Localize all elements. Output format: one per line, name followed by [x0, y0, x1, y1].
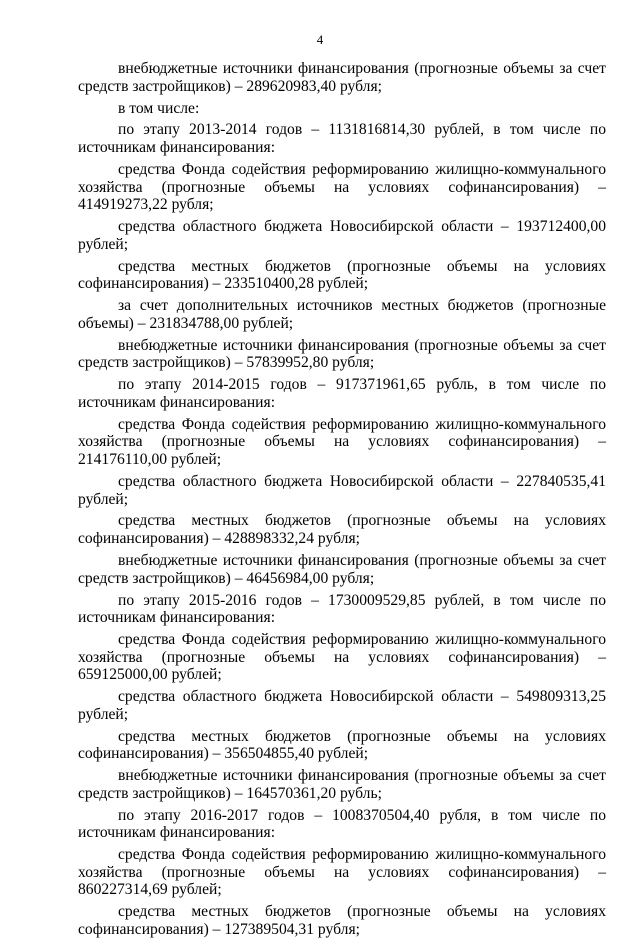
paragraph: средства областного бюджета Новосибирской области – 227840535,41 рублей;: [78, 472, 606, 508]
page-number: 4: [316, 32, 324, 47]
paragraph: за счет дополнительных источников местных бюджетов (прогнозные объемы) – 231834788,00 рублей;: [78, 297, 606, 332]
paragraph: внебюджетные источники финансирования (прогнозные объемы за счет средств застройщиков) – 289620983,40 рубля;: [78, 60, 606, 95]
paragraph: по этапу 2016-2017 годов – 1008370504,40 рубля, в том числе по источникам финансирования:: [78, 806, 606, 842]
paragraph: средства Фонда содействия реформированию жилищно-коммунального хозяйства (прогнозные объемы на условиях софинансирования) – 860227314,69 рублей;: [78, 846, 606, 899]
paragraph: средства местных бюджетов (прогнозные объемы на условиях софинансирования) – 127389504,31 рубля;: [78, 903, 606, 938]
paragraph: средства областного бюджета Новосибирской области – 193712400,00 рублей;: [78, 218, 606, 253]
paragraph: по этапу 2014-2015 годов – 917371961,65 рубль, в том числе по источникам финансирования:: [78, 376, 606, 411]
paragraph: средства Фонда содействия реформированию жилищно-коммунального хозяйства (прогнозные объемы на условиях софинансирования) – 214176110,00 рублей;: [78, 415, 606, 468]
paragraph: внебюджетные источники финансирования (прогнозные объемы за счет средств застройщиков) – 164570361,20 рубль;: [78, 767, 606, 802]
paragraph: внебюджетные источники финансирования (прогнозные объемы за счет средств застройщиков) – 46456984,00 рубля;: [78, 551, 606, 587]
paragraph: средства областного бюджета Новосибирской области – 549809313,25 рублей;: [78, 688, 606, 723]
paragraph: по этапу 2015-2016 годов – 1730009529,85 рублей, в том числе по источникам финансирования:: [78, 591, 606, 627]
paragraph: средства местных бюджетов (прогнозные объемы на условиях софинансирования) – 233510400,28 рублей;: [78, 257, 606, 293]
paragraph: по этапу 2013-2014 годов – 1131816814,30 рублей, в том числе по источникам финансирования:: [78, 121, 606, 157]
document-body: [78, 60, 606, 943]
paragraph: внебюджетные источники финансирования (прогнозные объемы за счет средств застройщиков) – 57839952,80 рубля;: [78, 336, 606, 372]
paragraph: средства Фонда содействия реформированию жилищно-коммунального хозяйства (прогнозные объемы на условиях софинансирования) – 414919273,22 рубля;: [78, 161, 606, 214]
paragraph: средства местных бюджетов (прогнозные объемы на условиях софинансирования) – 428898332,24 рубля;: [78, 512, 606, 548]
paragraph: средства местных бюджетов (прогнозные объемы на условиях софинансирования) – 356504855,40 рублей;: [78, 727, 606, 763]
paragraph: в том числе:: [118, 99, 200, 117]
paragraph: средства Фонда содействия реформированию жилищно-коммунального хозяйства (прогнозные объемы на условиях софинансирования) – 659125000,00 рублей;: [78, 631, 606, 684]
